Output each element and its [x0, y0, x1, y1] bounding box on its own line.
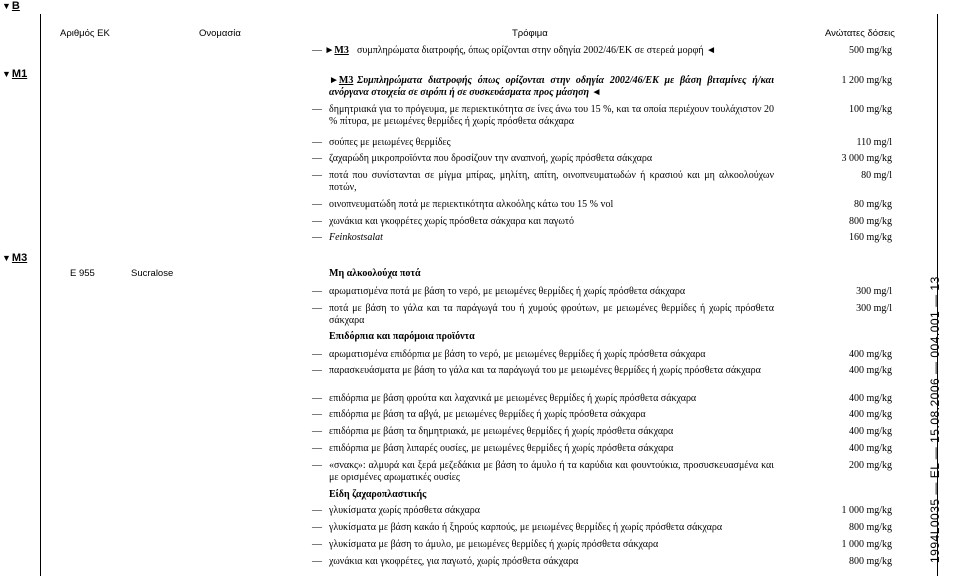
dash-marker: —	[312, 286, 322, 297]
max-dose: 800 mg/kg	[848, 522, 892, 533]
dash-marker: —	[312, 303, 322, 314]
dash-marker: —	[312, 460, 322, 471]
sidebar-reference: 1994L0035 — EL — 15.08.2006 — 004.001 — 13	[928, 276, 942, 563]
dash-marker: —	[312, 232, 322, 243]
food-description: δημητριακά για το πρόγευμα, με περιεκτικότητα σε ίνες άνω του 15 %, και τα οποία περιέχουν τουλάχιστον 20 % πίτυρα, με μειωμένες θερμίδες ή χωρίς πρόσθετα σάκχαρα	[329, 104, 774, 127]
section-heading-drinks: Μη αλκοολούχα ποτά	[329, 268, 421, 279]
dash-marker: —	[312, 137, 322, 148]
section-heading-desserts: Επιδόρπια και παρόμοια προϊόντα	[329, 331, 475, 342]
marker-m3: ▼M3	[2, 252, 28, 264]
header-name: Ονομασία	[199, 28, 241, 39]
header-food: Τρόφιμα	[512, 28, 548, 39]
max-dose: 400 mg/kg	[848, 365, 892, 376]
max-dose: 200 mg/kg	[848, 460, 892, 471]
food-description: χωνάκια και γκοφρέτες χωρίς πρόσθετα σάκχαρα και παγωτό	[329, 216, 574, 227]
dash-marker: —	[312, 104, 322, 115]
max-dose: 800 mg/kg	[848, 556, 892, 567]
dash-marker: —	[312, 349, 322, 360]
max-dose: 80 mg/l	[861, 170, 892, 181]
entry-ek-number: E 955	[70, 268, 95, 279]
max-dose: 80 mg/kg	[853, 199, 892, 210]
food-description: χωνάκια και γκοφρέτες, για παγωτό, χωρίς πρόσθετα σάκχαρα	[329, 556, 579, 567]
food-description: σούπες με μειωμένες θερμίδες	[329, 137, 451, 148]
max-dose: 3 000 mg/kg	[841, 153, 892, 164]
entry-name: Sucralose	[131, 268, 174, 279]
food-description: αρωματισμένα επιδόρπια με βάση το νερό, με μειωμένες θερμίδες ή χωρίς πρόσθετα σάκχαρα	[329, 349, 706, 360]
food-description: επιδόρπια με βάση φρούτα και λαχανικά με μειωμένες θερμίδες ή χωρίς πρόσθετα σάκχαρα	[329, 393, 697, 404]
food-description: ποτά με βάση το γάλα και τα παράγωγά του ή χυμούς φρούτων, με μειωμένες θερμίδες ή χωρίς πρόσθετα σάκχαρα	[329, 303, 774, 326]
dash-marker: —	[312, 443, 322, 454]
max-dose: 400 mg/kg	[848, 443, 892, 454]
food-description: ζαχαρώδη μικροπροϊόντα που δροσίζουν την αναπνοή, χωρίς πρόσθετα σάκχαρα	[329, 153, 653, 164]
max-dose: 400 mg/kg	[848, 426, 892, 437]
max-dose: 800 mg/kg	[848, 216, 892, 227]
max-dose: 1 000 mg/kg	[841, 505, 892, 516]
marker-b: ▼B	[2, 0, 20, 12]
max-dose: 300 mg/l	[856, 286, 892, 297]
max-dose: 110 mg/l	[856, 137, 892, 148]
max-dose: 400 mg/kg	[848, 349, 892, 360]
food-description: επιδόρπια με βάση τα δημητριακά, με μειωμένες θερμίδες ή χωρίς πρόσθετα σάκχαρα	[329, 426, 674, 437]
max-dose: 400 mg/kg	[848, 393, 892, 404]
dash-marker: —	[312, 153, 322, 164]
dash-marker: —	[312, 505, 322, 516]
max-dose: 400 mg/kg	[848, 409, 892, 420]
dash-marker: —	[312, 199, 322, 210]
food-description: «σνακς»: αλμυρά και ξερά μεζεδάκια με βάση το άμυλο ή τα καρύδια και φουντούκια, προσυσκευασμένα και με ορισμένες αρωματικές ουσίες	[329, 460, 774, 483]
margin-rule	[40, 14, 41, 576]
header-dose: Ανώτατες δόσεις	[825, 28, 895, 39]
max-dose: 100 mg/kg	[848, 104, 892, 115]
dash-marker: —	[312, 522, 322, 533]
header-ek: Αριθμός ΕΚ	[60, 28, 110, 39]
dash-marker: —	[312, 393, 322, 404]
food-description: Feinkostsalat	[329, 232, 383, 243]
food-description: αρωματισμένα ποτά με βάση το νερό, με μειωμένες θερμίδες ή χωρίς πρόσθετα σάκχαρα	[329, 286, 686, 297]
dash-marker: —	[312, 170, 322, 181]
food-description: γλυκίσματα με βάση το άμυλο, με μειωμένες θερμίδες ή χωρίς πρόσθετα σάκχαρα	[329, 539, 659, 550]
dash-marker: —	[312, 216, 322, 227]
food-description: παρασκευάσματα με βάση το γάλα και τα παράγωγά του με μειωμένες θερμίδες ή χωρίς πρόσθετα σάκχαρα	[329, 365, 761, 376]
max-dose: 300 mg/l	[856, 303, 892, 314]
max-dose: 160 mg/kg	[848, 232, 892, 243]
food-description: επιδόρπια με βάση τα αβγά, με μειωμένες θερμίδες ή χωρίς πρόσθετα σάκχαρα	[329, 409, 646, 420]
marker-m1: ▼M1	[2, 68, 28, 80]
food-description: γλυκίσματα χωρίς πρόσθετα σάκχαρα	[329, 505, 480, 516]
dash-marker: —	[312, 539, 322, 550]
dash-marker: —	[312, 365, 322, 376]
section-heading-confectionery: Είδη ζαχαροπλαστικής	[329, 489, 427, 500]
food-description: γλυκίσματα με βάση κακάο ή ξηρούς καρπούς, με μειωμένες θερμίδες ή χωρίς πρόσθετα σάκχαρα	[329, 522, 723, 533]
dash-marker: —	[312, 409, 322, 420]
dash-marker: —	[312, 426, 322, 437]
food-description: οινοπνευματώδη ποτά με περιεκτικότητα αλκοόλης κάτω του 15 % vol	[329, 199, 614, 210]
max-dose: 1 000 mg/kg	[841, 539, 892, 550]
food-description: ποτά που συνίστανται σε μίγμα μπίρας, μηλίτη, απίτη, οινοπνευματωδών ή κρασιού και μη αλκοολούχων ποτών,	[329, 170, 774, 193]
dash-marker: —	[312, 556, 322, 567]
food-description: επιδόρπια με βάση λιπαρές ουσίες, με μειωμένες θερμίδες ή χωρίς πρόσθετα σάκχαρα	[329, 443, 674, 454]
